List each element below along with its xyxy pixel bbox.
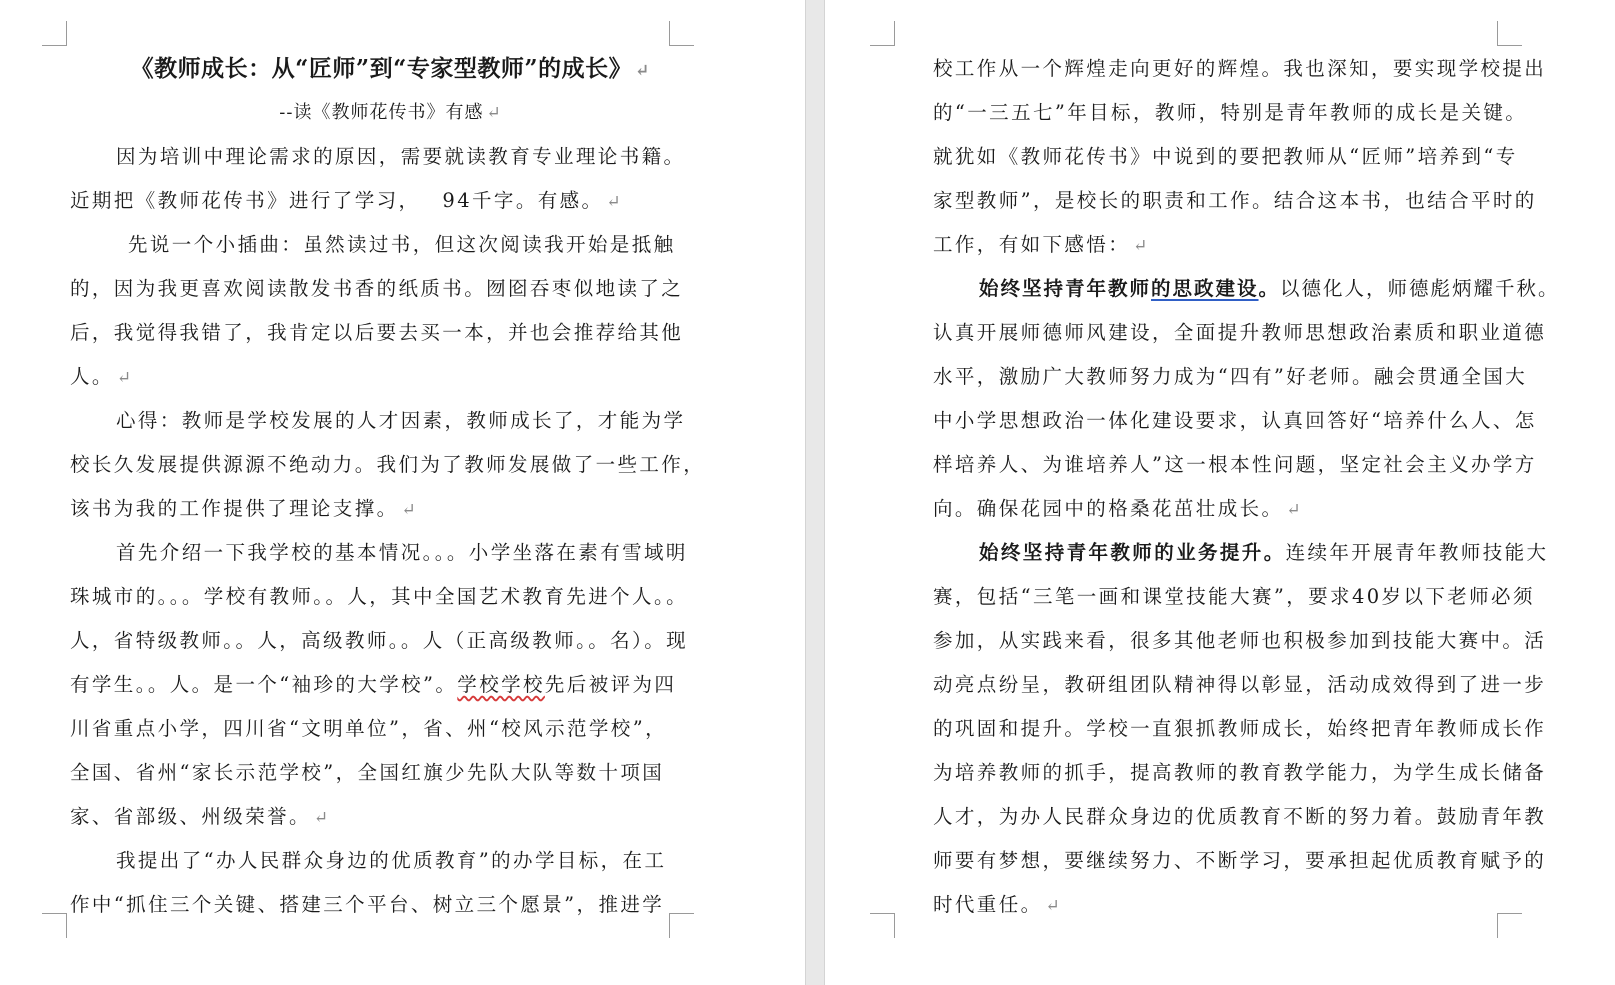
text-line: 认真开展师德师风建设，全面提升教师思想政治素质和职业道德 <box>933 321 1547 344</box>
document-page-left <box>0 0 805 985</box>
text-line: 该书为我的工作提供了理论支撑。 ↵ <box>70 497 416 520</box>
text-line: 始终坚持青年教师的思政建设。以德化人，师德彪炳耀千秋。 <box>979 277 1560 300</box>
text-line: 赛，包括“三笔一画和课堂技能大赛”，要求40岁以下老师必须 <box>933 585 1535 608</box>
text-line: 的，因为我更喜欢阅读散发书香的纸质书。囫囵吞枣似地读了之 <box>70 277 684 300</box>
document-subtitle: --读《教师花传书》有感 ↵ <box>279 102 501 123</box>
text-line: 先说一个小插曲：虽然读过书，但这次阅读我开始是抵触 <box>128 233 676 256</box>
text-line: 我提出了“办人民群众身边的优质教育”的办学目标，在工 <box>116 849 667 872</box>
page-gutter <box>805 0 825 985</box>
section-heading: 始终坚持青年教师的业务提升。 <box>979 541 1286 564</box>
text-line: 为培养教师的抓手，提高教师的教育教学能力，为学生成长储备 <box>933 761 1547 784</box>
text-line: 校工作从一个辉煌走向更好的辉煌。我也深知，要实现学校提出 <box>933 57 1547 80</box>
text-line: 人。 ↵ <box>70 365 132 388</box>
text-line: 人才，为办人民群众身边的优质教育不断的努力着。鼓励青年教 <box>933 805 1547 828</box>
text-line: 水平，激励广大教师努力成为“四有”好老师。融会贯通全国大 <box>933 365 1528 388</box>
text-line: 近期把《教师花传书》进行了学习， 94千字。有感。 ↵ <box>70 189 621 212</box>
margin-corner-top-left <box>870 21 895 46</box>
text-line: 的“一三五七”年目标，教师，特别是青年教师的成长是关键。 <box>933 101 1528 124</box>
document-title: 《教师成长：从“匠师”到“专家型教师”的成长》 ↵ <box>130 55 650 82</box>
margin-corner-top-left <box>42 21 67 46</box>
margin-corner-bottom-left <box>870 913 895 938</box>
spellcheck-flagged-text[interactable]: 学校学校 <box>457 673 545 696</box>
margin-corner-top-right <box>1497 21 1522 46</box>
text-line: 中小学思想政治一体化建设要求，认真回答好“培养什么人、怎 <box>933 409 1537 432</box>
text-line: 家型教师”，是校长的职责和工作。结合这本书，也结合平时的 <box>933 189 1537 212</box>
text-line: 珠城市的。。。学校有教师。。人，其中全国艺术教育先进个人。。 <box>70 585 689 608</box>
text-line: 动亮点纷呈，教研组团队精神得以彰显，活动成效得到了进一步 <box>933 673 1547 696</box>
text-line: 时代重任。 ↵ <box>933 893 1060 916</box>
text-line: 师要有梦想，要继续努力、不断学习，要承担起优质教育赋予的 <box>933 849 1547 872</box>
text-line: 样培养人、为谁培养人”这一根本性问题，坚定社会主义办学方 <box>933 453 1537 476</box>
grammar-flagged-text[interactable]: 的思政建设 <box>1151 277 1259 300</box>
text-line: 人，省特级教师。。人，高级教师。。人（正高级教师。。名）。现 <box>70 629 689 652</box>
text-line: 心得：教师是学校发展的人才因素，教师成长了，才能为学 <box>116 409 686 432</box>
page-text-area[interactable] <box>933 47 1559 927</box>
text-line: 有学生。。人。是一个“袖珍的大学校”。学校学校先后被评为四 <box>70 673 677 696</box>
text-line: 因为培训中理论需求的原因，需要就读教育专业理论书籍。 <box>116 145 686 168</box>
text-line: 的巩固和提升。学校一直狠抓教师成长，始终把青年教师成长作 <box>933 717 1547 740</box>
text-line: 就犹如《教师花传书》中说到的要把教师从“匠师”培养到“专 <box>933 145 1518 168</box>
text-line: 首先介绍一下我学校的基本情况。。。小学坐落在素有雪域明 <box>116 541 688 564</box>
text-line: 参加，从实践来看，很多其他老师也积极参加到技能大赛中。活 <box>933 629 1547 652</box>
margin-corner-top-right <box>669 21 694 46</box>
margin-corner-bottom-left <box>42 913 67 938</box>
text-line: 川省重点小学，四川省“文明单位”，省、州“校风示范学校”， <box>70 717 667 740</box>
text-line: 后，我觉得我错了，我肯定以后要去买一本，并也会推荐给其他 <box>70 321 684 344</box>
section-heading: 始终坚持青年教师 <box>979 277 1152 300</box>
page-text-area[interactable] <box>70 47 710 927</box>
document-page-right <box>825 0 1615 985</box>
text-line: 工作，有如下感悟： ↵ <box>933 233 1148 256</box>
text-line: 校长久发展提供源源不绝动力。我们为了教师发展做了一些工作， <box>70 453 706 476</box>
text-line: 向。确保花园中的格桑花茁壮成长。 ↵ <box>933 497 1301 520</box>
text-line: 全国、省州“家长示范学校”，全国红旗少先队大队等数十项国 <box>70 761 665 784</box>
text-line: 作中“抓住三个关键、搭建三个平台、树立三个愿景”，推进学 <box>70 893 665 916</box>
text-line: 始终坚持青年教师的业务提升。连续年开展青年教师技能大 <box>979 541 1549 564</box>
text-line: 家、省部级、州级荣誉。 ↵ <box>70 805 329 828</box>
